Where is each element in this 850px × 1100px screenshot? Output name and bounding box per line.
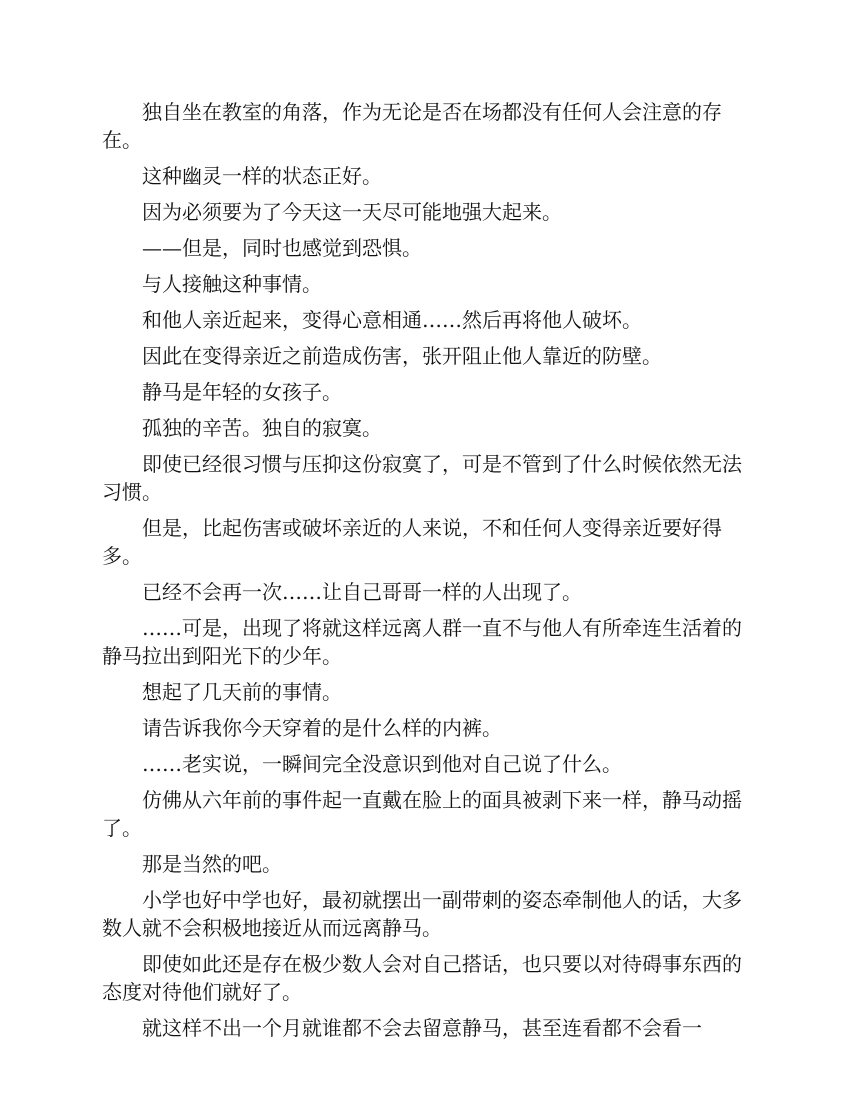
paragraph: 小学也好中学也好，最初就摆出一副带刺的姿态牵制他人的话，大多数人就不会积极地接近从而远离静马。: [102, 888, 742, 940]
paragraph: 因此在变得亲近之前造成伤害，张开阻止他人靠近的防壁。: [142, 344, 662, 368]
paragraph: 已经不会再一次……让自己哥哥一样的人出现了。: [142, 580, 582, 604]
paragraph: 独自坐在教室的角落，作为无论是否在场都没有任何人会注意的存在。: [102, 100, 722, 152]
paragraph: 和他人亲近起来，变得心意相通……然后再将他人破坏。: [142, 308, 642, 332]
document-page: [102, 98, 748, 1050]
paragraph: 与人接触这种事情。: [142, 272, 322, 296]
paragraph: 孤独的辛苦。独自的寂寞。: [142, 416, 382, 440]
paragraph: ……可是，出现了将就这样远离人群一直不与他人有所牵连生活着的静马拉出到阳光下的少年。: [102, 616, 742, 668]
paragraph: 但是，比起伤害或破坏亲近的人来说，不和任何人变得亲近要好得多。: [102, 516, 722, 568]
paragraph: 这种幽灵一样的状态正好。: [142, 164, 382, 188]
paragraph: 就这样不出一个月就谁都不会去留意静马，甚至连看都不会看一: [142, 1016, 702, 1040]
paragraph: 请告诉我你今天穿着的是什么样的内裤。: [142, 716, 502, 740]
paragraph: 即使已经很习惯与压抑这份寂寞了，可是不管到了什么时候依然无法习惯。: [102, 452, 742, 504]
paragraph: 仿佛从六年前的事件起一直戴在脸上的面具被剥下来一样，静马动摇了。: [102, 788, 742, 840]
paragraph: 即使如此还是存在极少数人会对自己搭话，也只要以对待碍事东西的态度对待他们就好了。: [102, 952, 742, 1004]
paragraph: 那是当然的吧。: [142, 852, 282, 876]
paragraph: 因为必须要为了今天这一天尽可能地强大起来。: [142, 200, 562, 224]
paragraph: ……老实说，一瞬间完全没意识到他对自己说了什么。: [142, 752, 622, 776]
paragraph: 静马是年轻的女孩子。: [142, 380, 342, 404]
paragraph: 想起了几天前的事情。: [142, 680, 342, 704]
paragraph: ——但是，同时也感觉到恐惧。: [142, 236, 422, 260]
